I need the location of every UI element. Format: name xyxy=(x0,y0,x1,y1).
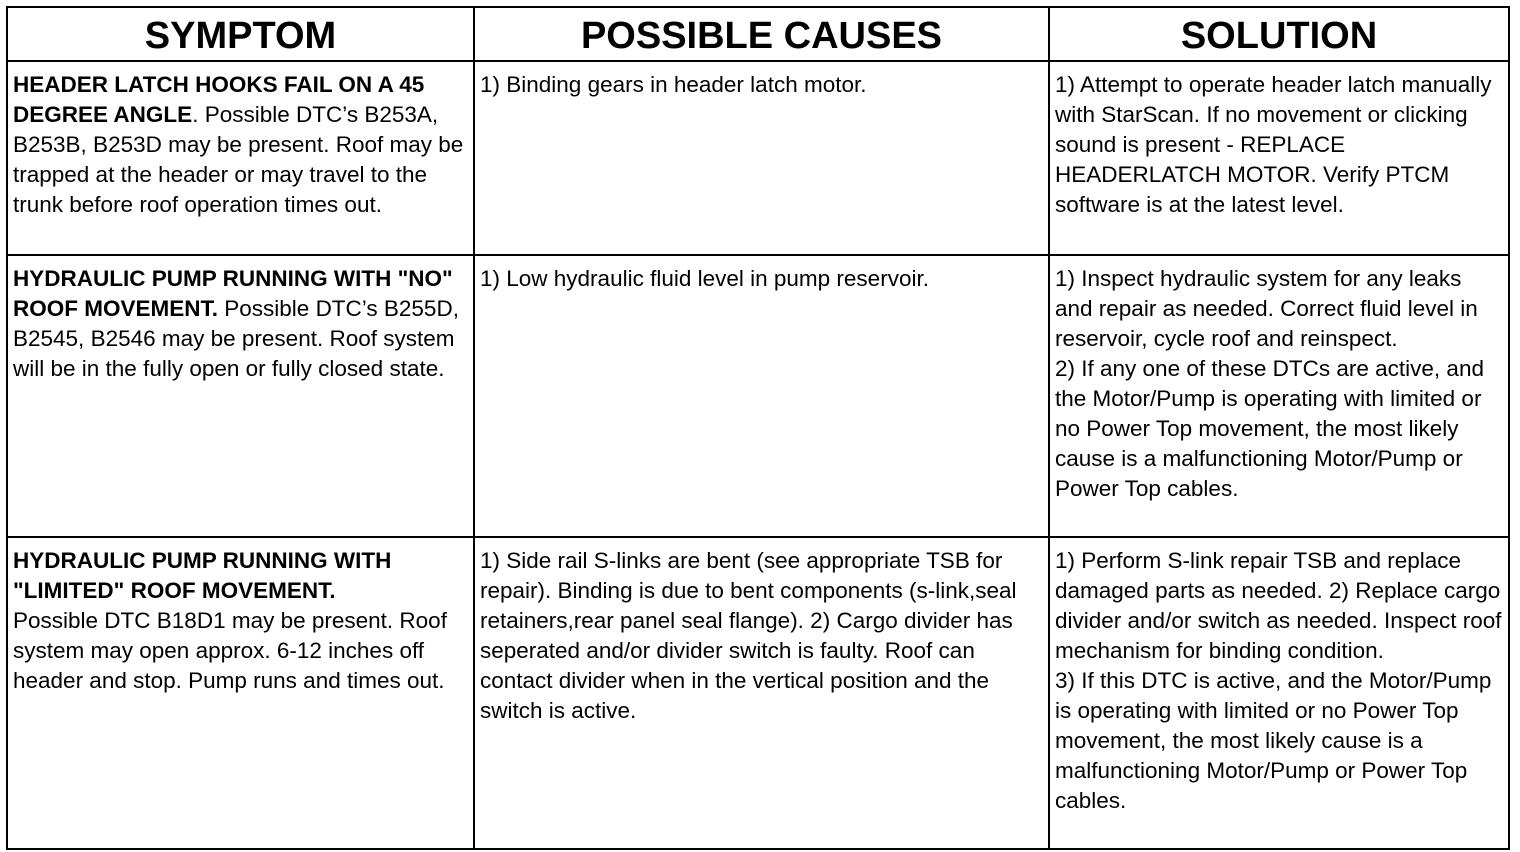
symptom-title: HYDRAULIC PUMP RUNNING WITH "NO" ROOF MOVEMENT. xyxy=(13,266,453,321)
header-possible-causes: POSSIBLE CAUSES xyxy=(474,7,1049,61)
symptom-description: Possible DTC’s B255D, B2545, B2546 may be present. Roof system will be in the fully open or fully closed state. xyxy=(13,296,459,381)
table-row xyxy=(7,61,1509,255)
symptom-cell xyxy=(7,255,474,537)
causes-cell xyxy=(474,255,1049,537)
solution-cell xyxy=(1049,61,1509,255)
symptom-description: Possible DTC B18D1 may be present. Roof system may open approx. 6-12 inches off header and stop. Pump runs and times out. xyxy=(13,608,447,693)
table-row xyxy=(7,537,1509,849)
symptom-description: . Possible DTC’s B253A, B253B, B253D may be present. Roof may be trapped at the header or may travel to the trunk before roof operation times out. xyxy=(13,102,464,217)
symptom-title: HYDRAULIC PUMP RUNNING WITH "LIMITED" ROOF MOVEMENT. xyxy=(13,548,392,603)
symptom-cell xyxy=(7,61,474,255)
solution-step: 1) Perform S-link repair TSB and replace damaged parts as needed. 2) Replace cargo divider and/or switch as needed. Inspect roof mechanism for binding condition. xyxy=(1055,548,1502,663)
header-row xyxy=(7,7,1509,61)
header-symptom: SYMPTOM xyxy=(7,7,474,61)
causes-text: 1) Side rail S-links are bent (see appropriate TSB for repair). Binding is due to bent components (s-link,seal retainers,rear panel seal flange). 2) Cargo divider has seperated and/or divider switch is faulty. Roof can contact divider when in the vertical position and the switch is active. xyxy=(480,548,1017,723)
causes-cell xyxy=(474,61,1049,255)
solution-step: 1) Attempt to operate header latch manually with StarScan. If no movement or clicking sound is present - REPLACE HEADERLATCH MOTOR. Verify PTCM software is at the latest level. xyxy=(1055,72,1492,217)
table-row xyxy=(7,255,1509,537)
diagnostic-table xyxy=(6,6,1510,850)
solution-step: 1) Inspect hydraulic system for any leaks and repair as needed. Correct fluid level in reservoir, cycle roof and reinspect. xyxy=(1055,266,1478,351)
causes-text: 1) Binding gears in header latch motor. xyxy=(480,72,867,97)
symptom-cell xyxy=(7,537,474,849)
solution-step: 3) If this DTC is active, and the Motor/Pump is operating with limited or no Power Top movement, the most likely cause is a malfunctioning Motor/Pump or Power Top cables. xyxy=(1055,668,1492,813)
header-solution: SOLUTION xyxy=(1049,7,1509,61)
symptom-title: HEADER LATCH HOOKS FAIL ON A 45 DEGREE ANGLE xyxy=(13,72,425,127)
solution-cell xyxy=(1049,255,1509,537)
solution-step: 2) If any one of these DTCs are active, and the Motor/Pump is operating with limited or no Power Top movement, the most likely cause is a malfunctioning Motor/Pump or Power Top cables. xyxy=(1055,356,1484,501)
causes-cell xyxy=(474,537,1049,849)
solution-cell xyxy=(1049,537,1509,849)
causes-text: 1) Low hydraulic fluid level in pump reservoir. xyxy=(480,266,929,291)
